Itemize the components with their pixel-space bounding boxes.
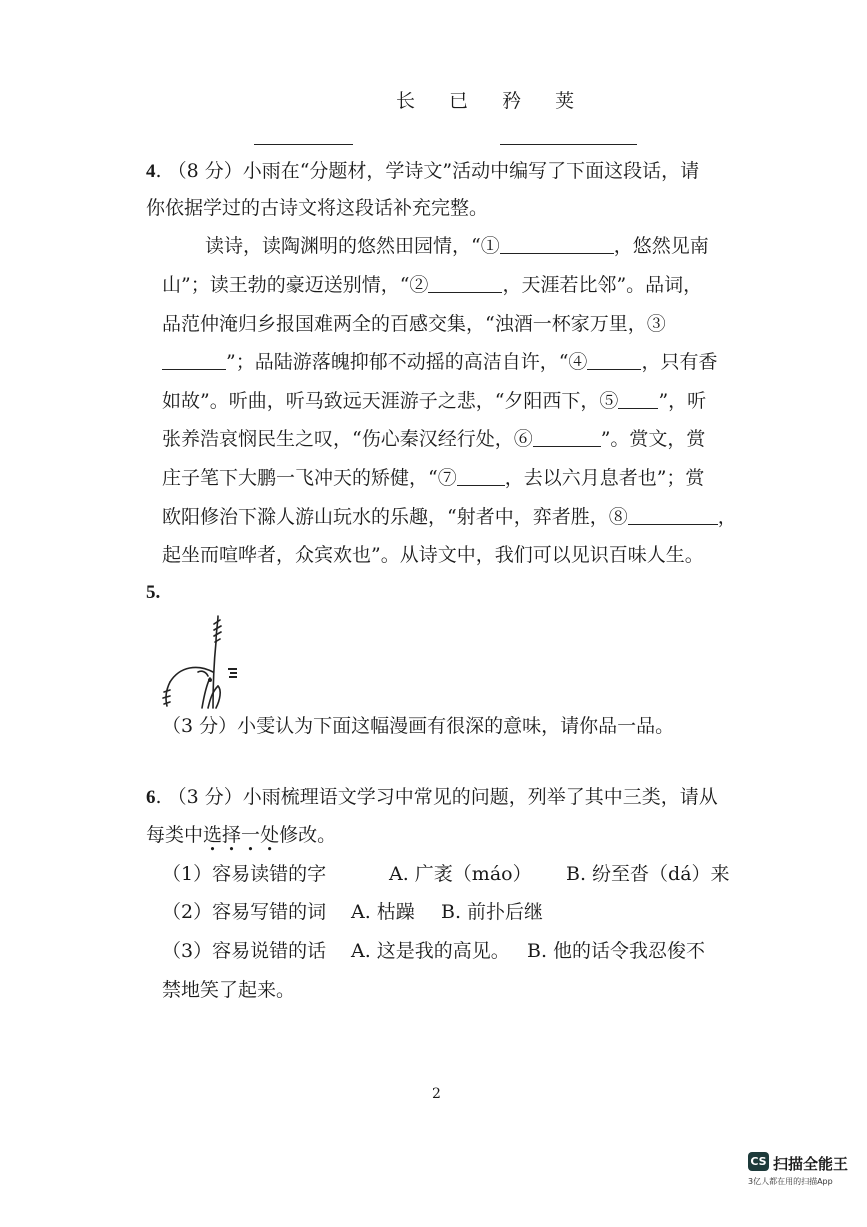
q6-item1-b: B. 纷至沓（dá）来 xyxy=(566,863,730,885)
q6-item3-b: B. 他的话令我忍俊不 xyxy=(527,940,706,962)
q4-p6b: ”。赏文，赏 xyxy=(600,428,706,450)
q6-emphasis-4: 处 xyxy=(260,824,280,846)
q4-p8b: ， xyxy=(717,506,737,528)
q5-number: 5. xyxy=(146,582,161,603)
q4-passage-line9: 起坐而喧哗者，众宾欢也”。从诗文中，我们可以见识百味人生。 xyxy=(162,544,704,566)
q4-p5b: ”，听 xyxy=(658,390,707,412)
q4-p7a: 庄子笔下大鹏一飞冲天的矫健，“⑦ xyxy=(162,467,457,489)
q4-p8a: 欧阳修治下滁人游山玩水的乐趣，“射者中，弈者胜，⑧ xyxy=(162,506,628,528)
q6-item1-a: A. 广袤（máo） xyxy=(389,863,532,885)
q6-number: 6 xyxy=(146,787,156,808)
blank-2[interactable] xyxy=(428,276,502,293)
q4-passage-line8 xyxy=(162,508,737,527)
q4-passage-line2 xyxy=(162,276,702,295)
top-title: 长 已 矜 荚 xyxy=(396,90,589,112)
q4-passage-line7 xyxy=(162,469,704,488)
q4-passage-line3: 品范仲淹归乡报国难两全的百感交集，“浊酒一杯家万里，③ xyxy=(162,313,666,335)
q6-heading xyxy=(146,788,718,807)
blank-3[interactable] xyxy=(162,353,226,370)
blank-7[interactable] xyxy=(457,469,505,486)
q6-item3-label: （3）容易说错的话 xyxy=(162,940,327,962)
q4-line1: . （8 分）小雨在“分题材，学诗文”活动中编写了下面这段话，请 xyxy=(155,160,700,182)
blank-8[interactable] xyxy=(628,508,718,525)
q6-item3-a: A. 这是我的高见。 xyxy=(351,940,510,962)
scanner-logo-icon: CS xyxy=(748,1152,769,1171)
q6-emphasis-1: 选 xyxy=(203,824,223,846)
q4-number: 4 xyxy=(146,161,156,182)
q6-item3-continued: 禁地笑了起来。 xyxy=(162,979,296,1001)
cartoon-image xyxy=(158,612,254,712)
scanner-tagline: 3亿人都在用的扫描App xyxy=(748,1177,833,1186)
q4-heading xyxy=(146,162,699,181)
blank-5[interactable] xyxy=(618,392,658,409)
q6-emphasis-3: 一 xyxy=(241,824,261,846)
q6-line2 xyxy=(146,826,336,845)
q4-passage-line1 xyxy=(205,237,709,256)
q4-p2a: 山”；读王勃的豪迈送别情，“② xyxy=(162,274,429,296)
q4-p2b: ，天涯若比邻”。品词， xyxy=(502,274,703,296)
q4-p4a: ”；品陆游落魄抑郁不动摇的高洁自许，“④ xyxy=(226,351,588,373)
q4-p6a: 张养浩哀悯民生之叹，“伤心秦汉经行处，⑥ xyxy=(162,428,533,450)
q6-line2b: 修改。 xyxy=(279,824,337,846)
q6-item2-label: （2）容易写错的词 xyxy=(162,901,327,923)
blank-1[interactable] xyxy=(500,237,614,254)
q4-p4b: ，只有香 xyxy=(641,351,718,373)
q4-passage-line5 xyxy=(162,392,706,411)
blank-6[interactable] xyxy=(533,430,601,447)
q6-line2a: 每类中 xyxy=(146,824,204,846)
q6-emphasis-2: 择 xyxy=(222,824,242,846)
q4-passage-line4 xyxy=(162,353,717,372)
q6-item2-a: A. 枯躁 xyxy=(351,901,415,923)
q6-item2-b: B. 前扑后继 xyxy=(441,901,544,923)
q5-text: （3 分）小雯认为下面这幅漫画有很深的意味，请你品一品。 xyxy=(162,715,675,737)
q4-passage-line6 xyxy=(162,430,705,449)
top-blank-1 xyxy=(254,144,353,145)
page-number: 2 xyxy=(432,1086,441,1102)
q4-line2: 你依据学过的古诗文将这段话补充完整。 xyxy=(146,197,489,219)
q6-item1-label: （1）容易读错的字 xyxy=(162,863,327,885)
blank-4[interactable] xyxy=(587,353,641,370)
q6-line1: . （3 分）小雨梳理语文学习中常见的问题，列举了其中三类，请从 xyxy=(155,786,718,808)
q4-p1a: 读诗，读陶渊明的悠然田园情，“① xyxy=(205,235,500,257)
q4-p7b: ，去以六月息者也”；赏 xyxy=(504,467,705,489)
q4-p5a: 如故”。听曲，听马致远天涯游子之悲，“夕阳西下，⑤ xyxy=(162,390,619,412)
top-blank-2 xyxy=(500,144,637,145)
scanner-name: 扫描全能王 xyxy=(773,1155,849,1173)
q4-p1b: ，悠然见南 xyxy=(613,235,709,257)
